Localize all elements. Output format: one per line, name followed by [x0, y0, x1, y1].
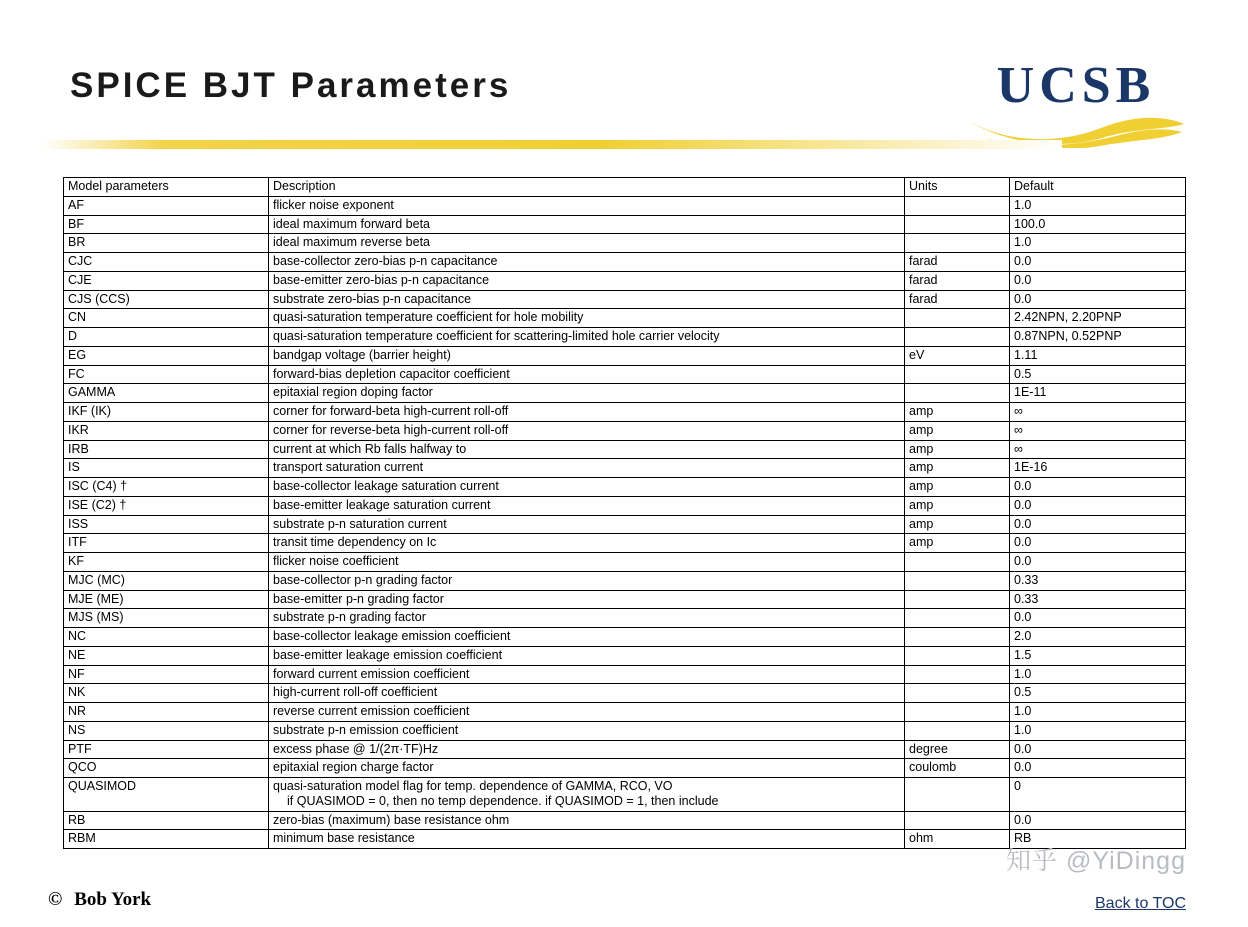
table-row	[64, 571, 1186, 590]
table-row	[64, 759, 1186, 778]
cell-units: amp	[905, 421, 1010, 440]
cell-default: ∞	[1010, 440, 1186, 459]
cell-desc-line2: if QUASIMOD = 0, then no temp dependence. if QUASIMOD = 1, then include	[287, 793, 719, 808]
cell-default: 0.0	[1010, 290, 1186, 309]
table-row	[64, 365, 1186, 384]
table-row	[64, 684, 1186, 703]
table-row	[64, 534, 1186, 553]
cell-units	[905, 196, 1010, 215]
table-row	[64, 721, 1186, 740]
cell-units	[905, 328, 1010, 347]
cell-desc: epitaxial region charge factor	[269, 759, 905, 778]
cell-param: NR	[64, 703, 269, 722]
table-row	[64, 646, 1186, 665]
cell-units	[905, 665, 1010, 684]
cell-param: RBM	[64, 830, 269, 849]
table-row	[64, 609, 1186, 628]
cell-param: ITF	[64, 534, 269, 553]
cell-desc: base-emitter leakage emission coefficient	[269, 646, 905, 665]
table-row	[64, 421, 1186, 440]
cell-desc: forward current emission coefficient	[269, 665, 905, 684]
parameters-table-container	[63, 177, 1185, 849]
cell-param: CN	[64, 309, 269, 328]
cell-default: 1.0	[1010, 721, 1186, 740]
cell-param: CJC	[64, 253, 269, 272]
cell-param: NE	[64, 646, 269, 665]
cell-desc-line1: quasi-saturation model flag for temp. dependence of GAMMA, RCO, VO	[273, 779, 673, 793]
back-to-toc-link[interactable]: Back to TOC	[1095, 895, 1186, 912]
cell-param: CJS (CCS)	[64, 290, 269, 309]
cell-desc: bandgap voltage (barrier height)	[269, 346, 905, 365]
table-row	[64, 215, 1186, 234]
cell-param: BF	[64, 215, 269, 234]
cell-units	[905, 553, 1010, 572]
cell-default: 0.0	[1010, 609, 1186, 628]
table-row	[64, 740, 1186, 759]
cell-desc: quasi-saturation temperature coefficient for hole mobility	[269, 309, 905, 328]
cell-default: 0.0	[1010, 515, 1186, 534]
cell-default: 0.5	[1010, 365, 1186, 384]
cell-desc: base-collector zero-bias p-n capacitance	[269, 253, 905, 272]
cell-desc: epitaxial region doping factor	[269, 384, 905, 403]
cell-default: 1.0	[1010, 665, 1186, 684]
cell-param: QUASIMOD	[64, 778, 269, 812]
cell-units: farad	[905, 253, 1010, 272]
cell-units: amp	[905, 478, 1010, 497]
cell-desc: reverse current emission coefficient	[269, 703, 905, 722]
cell-units: amp	[905, 534, 1010, 553]
author-name: Bob York	[74, 889, 152, 910]
cell-units: amp	[905, 403, 1010, 422]
cell-param: BR	[64, 234, 269, 253]
cell-units: amp	[905, 515, 1010, 534]
cell-desc: substrate p-n saturation current	[269, 515, 905, 534]
cell-units	[905, 234, 1010, 253]
cell-units: amp	[905, 459, 1010, 478]
cell-param: CJE	[64, 271, 269, 290]
cell-desc: high-current roll-off coefficient	[269, 684, 905, 703]
table-row	[64, 403, 1186, 422]
gold-divider-bar	[42, 140, 1062, 149]
cell-default: RB	[1010, 830, 1186, 849]
cell-desc: transport saturation current	[269, 459, 905, 478]
table-row	[64, 553, 1186, 572]
cell-param: FC	[64, 365, 269, 384]
cell-desc: substrate zero-bias p-n capacitance	[269, 290, 905, 309]
cell-param: EG	[64, 346, 269, 365]
cell-units	[905, 590, 1010, 609]
cell-default: 1E-16	[1010, 459, 1186, 478]
cell-default: 0.0	[1010, 496, 1186, 515]
cell-param: NK	[64, 684, 269, 703]
cell-desc: base-collector leakage emission coefficient	[269, 628, 905, 647]
cell-desc: corner for reverse-beta high-current roll-off	[269, 421, 905, 440]
cell-param: QCO	[64, 759, 269, 778]
cell-desc: minimum base resistance	[269, 830, 905, 849]
cell-default: 0.33	[1010, 590, 1186, 609]
cell-default: 0.87NPN, 0.52PNP	[1010, 328, 1186, 347]
cell-param: NS	[64, 721, 269, 740]
cell-default: 0.0	[1010, 759, 1186, 778]
cell-units	[905, 778, 1010, 812]
cell-desc: substrate p-n emission coefficient	[269, 721, 905, 740]
cell-desc: excess phase @ 1/(2π·TF)Hz	[269, 740, 905, 759]
cell-units	[905, 571, 1010, 590]
cell-units: amp	[905, 440, 1010, 459]
table-row	[64, 665, 1186, 684]
table-row	[64, 590, 1186, 609]
cell-units: amp	[905, 496, 1010, 515]
cell-units: degree	[905, 740, 1010, 759]
cell-param: D	[64, 328, 269, 347]
table-row	[64, 290, 1186, 309]
cell-default: 1.11	[1010, 346, 1186, 365]
cell-desc: base-emitter zero-bias p-n capacitance	[269, 271, 905, 290]
ucsb-logo-text: UCSB	[996, 57, 1156, 114]
table-row	[64, 628, 1186, 647]
cell-desc	[269, 778, 905, 812]
cell-param: ISE (C2) †	[64, 496, 269, 515]
cell-param: IRB	[64, 440, 269, 459]
cell-units: eV	[905, 346, 1010, 365]
cell-desc: base-collector leakage saturation current	[269, 478, 905, 497]
header-description: Description	[269, 178, 905, 197]
cell-param: PTF	[64, 740, 269, 759]
cell-units	[905, 215, 1010, 234]
cell-desc: transit time dependency on Ic	[269, 534, 905, 553]
cell-units	[905, 365, 1010, 384]
cell-units	[905, 721, 1010, 740]
cell-desc: flicker noise exponent	[269, 196, 905, 215]
cell-units	[905, 384, 1010, 403]
table-row	[64, 328, 1186, 347]
table-header-row	[64, 178, 1186, 197]
copyright-symbol: ©	[48, 889, 63, 910]
cell-param: ISC (C4) †	[64, 478, 269, 497]
cell-param: MJE (ME)	[64, 590, 269, 609]
cell-default: 2.42NPN, 2.20PNP	[1010, 309, 1186, 328]
cell-default: 0.0	[1010, 553, 1186, 572]
cell-default: 1.5	[1010, 646, 1186, 665]
table-row	[64, 309, 1186, 328]
table-row	[64, 253, 1186, 272]
cell-default: 0.0	[1010, 534, 1186, 553]
table-row	[64, 811, 1186, 830]
cell-default: 0	[1010, 778, 1186, 812]
cell-desc: forward-bias depletion capacitor coefficient	[269, 365, 905, 384]
cell-param: GAMMA	[64, 384, 269, 403]
cell-units: farad	[905, 290, 1010, 309]
cell-desc: ideal maximum forward beta	[269, 215, 905, 234]
cell-desc: zero-bias (maximum) base resistance ohm	[269, 811, 905, 830]
ucsb-logo	[966, 57, 1186, 148]
cell-desc: ideal maximum reverse beta	[269, 234, 905, 253]
cell-desc: current at which Rb falls halfway to	[269, 440, 905, 459]
cell-default: ∞	[1010, 421, 1186, 440]
cell-units	[905, 609, 1010, 628]
cell-param: IKF (IK)	[64, 403, 269, 422]
cell-param: IKR	[64, 421, 269, 440]
cell-default: 0.0	[1010, 740, 1186, 759]
cell-desc: substrate p-n grading factor	[269, 609, 905, 628]
cell-units	[905, 684, 1010, 703]
cell-default: 1.0	[1010, 703, 1186, 722]
cell-param: RB	[64, 811, 269, 830]
cell-desc: flicker noise coefficient	[269, 553, 905, 572]
cell-units: coulomb	[905, 759, 1010, 778]
cell-units: farad	[905, 271, 1010, 290]
footer-credit	[48, 889, 151, 911]
table-row	[64, 234, 1186, 253]
table-row	[64, 478, 1186, 497]
table-row	[64, 515, 1186, 534]
cell-desc: base-collector p-n grading factor	[269, 571, 905, 590]
header-units: Units	[905, 178, 1010, 197]
cell-default: 0.0	[1010, 478, 1186, 497]
page-title: SPICE BJT Parameters	[70, 66, 512, 105]
cell-units	[905, 628, 1010, 647]
cell-default: 100.0	[1010, 215, 1186, 234]
cell-default: 0.0	[1010, 811, 1186, 830]
table-row	[64, 496, 1186, 515]
parameters-table	[63, 177, 1186, 849]
cell-default: 0.33	[1010, 571, 1186, 590]
cell-default: 1.0	[1010, 234, 1186, 253]
cell-desc: corner for forward-beta high-current roll-off	[269, 403, 905, 422]
cell-default: 0.0	[1010, 253, 1186, 272]
cell-param: ISS	[64, 515, 269, 534]
header-model-parameters: Model parameters	[64, 178, 269, 197]
table-row	[64, 703, 1186, 722]
table-row	[64, 346, 1186, 365]
cell-param: AF	[64, 196, 269, 215]
cell-default: 1E-11	[1010, 384, 1186, 403]
cell-param: IS	[64, 459, 269, 478]
cell-desc: base-emitter p-n grading factor	[269, 590, 905, 609]
table-row	[64, 778, 1186, 812]
cell-desc: quasi-saturation temperature coefficient for scattering-limited hole carrier velocity	[269, 328, 905, 347]
cell-default: 2.0	[1010, 628, 1186, 647]
cell-param: MJC (MC)	[64, 571, 269, 590]
cell-default: ∞	[1010, 403, 1186, 422]
cell-units	[905, 309, 1010, 328]
cell-units	[905, 811, 1010, 830]
cell-param: MJS (MS)	[64, 609, 269, 628]
table-row	[64, 440, 1186, 459]
watermark: 知乎 @YiDingg	[1006, 847, 1186, 875]
cell-default: 0.5	[1010, 684, 1186, 703]
cell-desc: base-emitter leakage saturation current	[269, 496, 905, 515]
table-row	[64, 271, 1186, 290]
cell-units	[905, 703, 1010, 722]
header-default: Default	[1010, 178, 1186, 197]
cell-default: 1.0	[1010, 196, 1186, 215]
table-row	[64, 384, 1186, 403]
cell-param: KF	[64, 553, 269, 572]
cell-units	[905, 646, 1010, 665]
cell-default: 0.0	[1010, 271, 1186, 290]
table-row	[64, 459, 1186, 478]
cell-param: NF	[64, 665, 269, 684]
cell-units: ohm	[905, 830, 1010, 849]
cell-param: NC	[64, 628, 269, 647]
table-row	[64, 196, 1186, 215]
